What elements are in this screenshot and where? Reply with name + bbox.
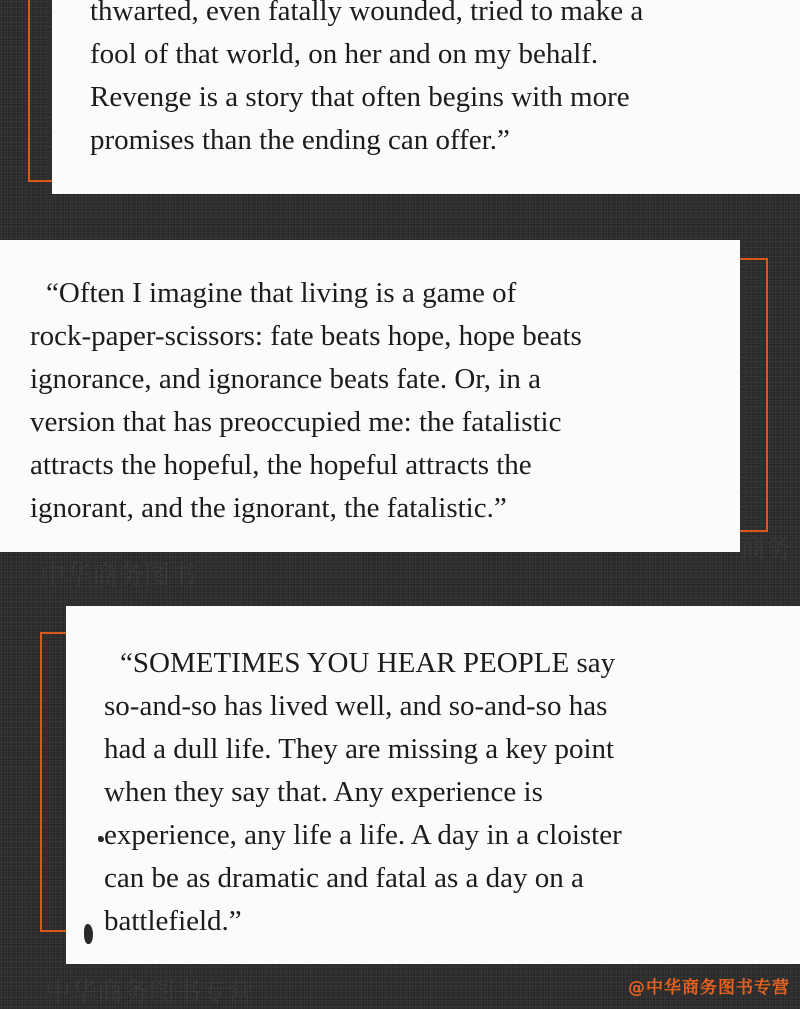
watermark-text: 中华商务图书	[40, 561, 197, 591]
quote-line: battlefield.”	[104, 905, 242, 937]
quote-line: “Often I imagine that living is a game of	[46, 277, 517, 309]
quote-line: when they say that. Any experience is	[104, 776, 543, 808]
quote-text	[90, 0, 770, 162]
quote-line: attracts the hopeful, the hopeful attracts the	[30, 449, 532, 481]
quote-line: rock-paper-scissors: fate beats hope, hope beats	[30, 320, 582, 352]
quote-line: ignorance, and ignorance beats fate. Or, in a	[30, 363, 541, 395]
watermark-text: 中华商务图书专营	[45, 978, 254, 1008]
quote-line: can be as dramatic and fatal as a day on a	[104, 862, 584, 894]
quote-line: Revenge is a story that often begins with more	[90, 81, 630, 113]
quote-line: thwarted, even fatally wounded, tried to make a	[90, 0, 644, 27]
quote-line: promises than the ending can offer.”	[90, 124, 510, 156]
quote-line: so-and-so has lived well, and so-and-so has	[104, 690, 608, 722]
quote-line: version that has preoccupied me: the fatalistic	[30, 406, 562, 438]
ink-smudge	[98, 836, 104, 842]
quote-bracket-left	[40, 632, 68, 932]
quote-line: “SOMETIMES YOU HEAR PEOPLE say	[120, 647, 616, 679]
quote-line: fool of that world, on her and on my behalf.	[90, 38, 599, 70]
quote-bracket-left	[28, 0, 54, 182]
quote-bracket-right	[738, 258, 768, 532]
quote-card-2	[0, 240, 740, 552]
quote-text	[30, 272, 722, 530]
watermark-text: 商务	[740, 534, 793, 564]
quote-card-3	[66, 606, 800, 964]
credit-text: @中华商务图书专营	[628, 978, 790, 998]
quote-text	[104, 642, 764, 943]
quote-card-1	[52, 0, 800, 194]
quote-line: ignorant, and the ignorant, the fatalistic.”	[30, 492, 507, 524]
quote-line: had a dull life. They are missing a key point	[104, 733, 615, 765]
ink-smudge	[84, 924, 93, 944]
quote-line: experience, any life a life. A day in a cloister	[104, 819, 622, 851]
